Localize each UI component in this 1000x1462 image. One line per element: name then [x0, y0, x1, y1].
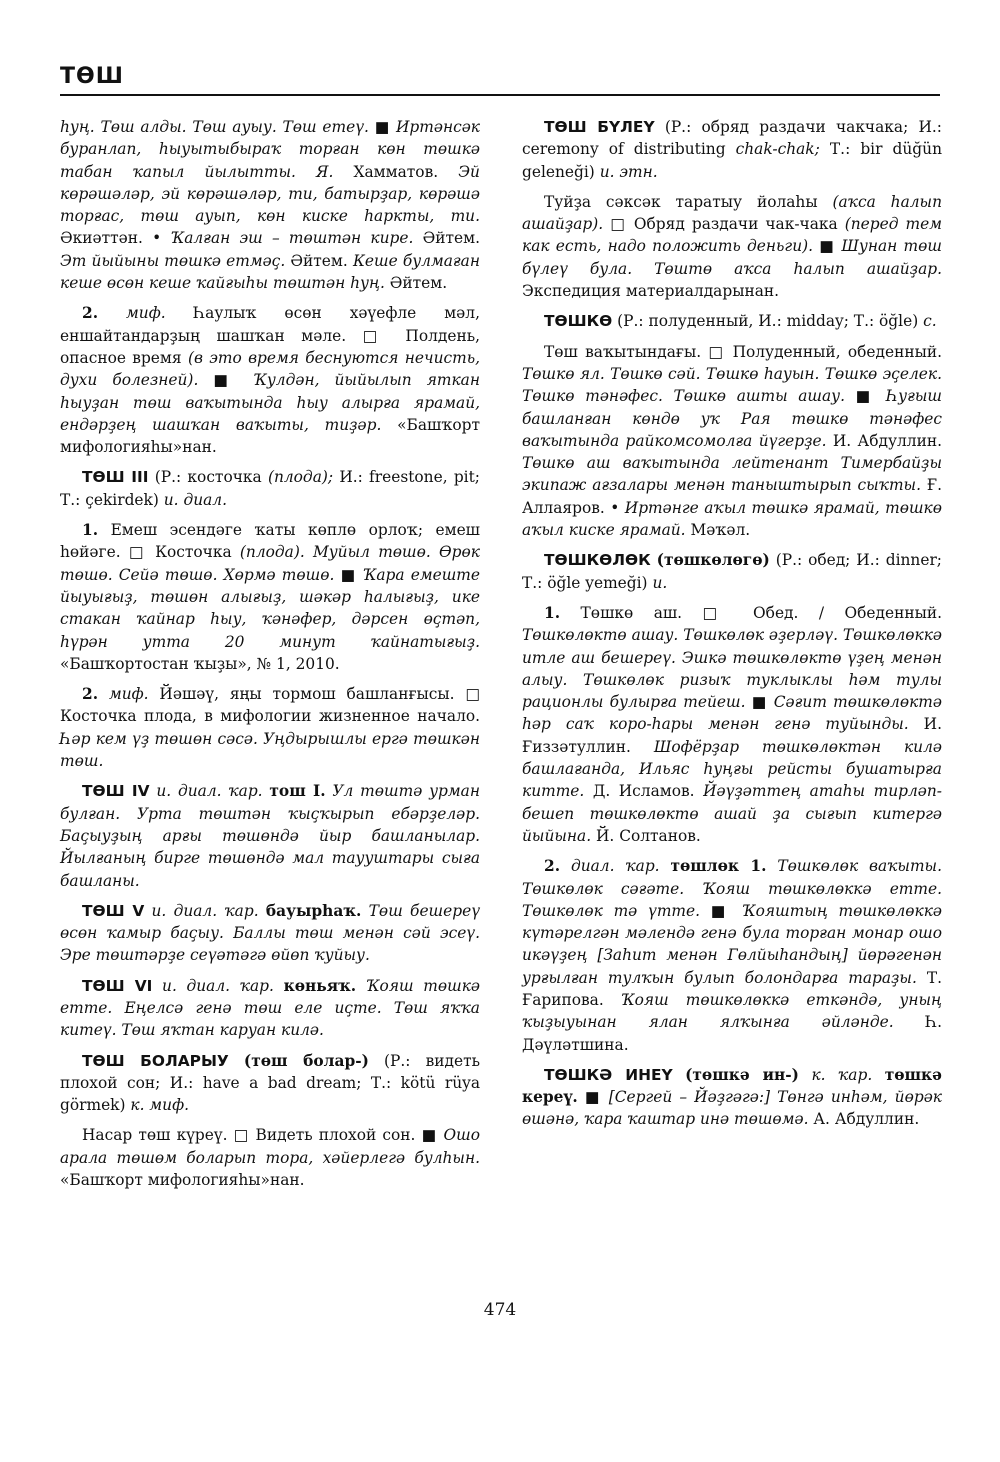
headword: ТӨШ III	[82, 468, 149, 487]
headword: ТӨШ БОЛАРЫУ	[82, 1051, 229, 1070]
running-head: ТӨШ	[60, 64, 124, 89]
headword: ТӨШ БҮЛЕҮ	[544, 118, 655, 136]
entry-toshkolok: ТӨШКӨЛӨК (төшкөлөгө) (Р.: обед; И.: dinner; Т.: öğle yemeği) и.	[522, 551, 942, 592]
right-column	[522, 116, 942, 1139]
headword: ТӨШ IV	[82, 782, 150, 801]
sense-1: 1. Емеш эсендәге ҡаты көплө орлоҡ; емеш һөйәге. □ Косточка (плода). Муйыл төшө. Өрөк төшө. Сейә төшө. Хөрмә төшө. ■ Ҡара емеште йыуығыҙ, төшөн алығыҙ, шәкәр һалығыҙ, ике стакан ҡайнар һыу, ҡәнәфер, дәрсен өҫтәп, һүрән утта 20 минут ҡайнатығыҙ. «Башҡортостан ҡыҙы», № 1, 2010.	[60, 521, 480, 673]
entry-toshka-ineu: ТӨШКӘ ИНЕҮ (төшкә ин-) к. ҡар. төшкә кереү. ■ [Сергей – Йәҙгәгә:] Төнгә инһәм, йөрәк өшәнә, ҡара ҡаштар инә төшөмә. А. Абдуллин.	[522, 1065, 942, 1129]
sense-2: 2. миф. Һаулыҡ өсөн хәүефле мәл, еншайтандарҙың шашҡан мәле. □ Полдень, опасное время (в это время беснуются нечисть, духи болезней). ■ Ҡулдән, йыйылып яткан һыуҙан төш ваҡытында һыу алырға ярамай, ендәрҙең шашҡан ваҡыты, тиҙәр. «Башҡорт мифологияһы»нан.	[60, 304, 480, 457]
entry-continuation: һуң. Төш алды. Төш ауыу. Төш етеү. ■ Иртәнсәк буранлап, һыуытыбыраҡ торған көн төшкә табан ҡапыл йылытты. Я. Хамматов. Эй көрәшәләр, эй көрәшәләр, ти, батырҙар, көрәшә торғас, төш ауып, көн киске һаркты, ти. Әкиәттән. • Ҡалған эш – төштән кире. Әйтем. Эт йыйыны төшкә етмәҫ. Әйтем. Кеше булмаған кеше өсөн кеше ҡайғыһы төштән һуң. Әйтем.	[60, 118, 480, 293]
entry-tosh-iv: ТӨШ IV и. диал. ҡар. тош I. Ул төштә урман булған. Урта төштән ҡыҫҡырып ебәрҙеләр. Баҫыуҙың арғы төшөндә йыр башланылар. Йылғаның бирге төшөндә мал таууштары сыға башланы.	[60, 782, 480, 890]
entry-tosh-vi: ТӨШ VI и. диал. ҡар. көньяҡ. Ҡояш төшкә етте. Еңелсә генә төш еле иҫте. Төш яҡҡа китеү. Төш яҡтан каруан килә.	[60, 976, 480, 1040]
entry-toshko: ТӨШКӨ (Р.: полуденный, И.: midday; Т.: öğle) с.	[544, 312, 937, 331]
entry-tosh-iii: ТӨШ III (Р.: косточка (плода); И.: freestone, pit; Т.: çekirdek) и. диал.	[60, 468, 480, 509]
headword: ТӨШ VI	[82, 976, 153, 995]
entry-definition: Туйҙа сәксәк таратыу йолаһы (аҡса һалып ашайҙар). □ Обряд раздачи чак-чака (перед тем как есть, надо положить деньги). ■ Шунан төш бүлеү була. Төштө аҡса һалып ашайҙар. Экспедиция материалдарынан.	[522, 192, 943, 301]
entry-tosh-v: ТӨШ V и. диал. ҡар. бауырһаҡ. Төш бешереү өсөн ҡамыр баҫыу. Баллы төш менән сәй эсеү. Эре төштәрҙе сеүәтәгә өйөп ҡуйыу.	[60, 901, 480, 965]
entry-definition: Насар төш күреү. □ Видеть плохой сон. ■ Ошо арала төшөм боларып тора, хәйерлегә булһын. «Башҡорт мифологияһы»нан.	[60, 1126, 480, 1190]
entry-tosh-buleu: ТӨШ БҮЛЕҮ (Р.: обряд раздачи чакчака; И.: ceremony of distributing chak-chak; Т.: bir düğün geleneği) и. этн.	[522, 118, 942, 181]
headword: ТӨШ V	[82, 901, 145, 920]
entry-tosh-bolaryu: ТӨШ БОЛАРЫУ (төш болар-) (Р.: видеть плохой сон; И.: have a bad dream; Т.: kötü rüya görmek) к. миф.	[60, 1051, 480, 1115]
page-number: 474	[483, 1300, 517, 1320]
headword: ТӨШКӘ ИНЕҮ	[544, 1065, 673, 1084]
headword: ТӨШКӨЛӨК	[544, 551, 651, 570]
left-column	[60, 116, 480, 1199]
sense-2: 2. диал. ҡар. төшлөк 1. Төшкөлөк ваҡыты. Төшкөлөк сәғәте. Ҡояш төшкөлөккә етте. Төшкөлөк тә үтте. ■ Ҡояштың төшкөлөккә күтәрелгән мәлендә генә була торған монар ошо икәүҙең [Заһит менән Гөлйыһандың] йөрәгенән урғылған тулҡын булып болондарға тараҙы. Т. Ғарипова. Ҡояш төшкөлөккә еткәндә, уның ҡыҙыуынан ялан ялҡынға әйләнде. Һ. Дәүләтшина.	[522, 857, 942, 1054]
sense-1: 1. Төшкө аш. □ Обед. / Обеденный. Төшкөлөктө ашау. Төшкөлөк әҙерләү. Төшкөлөккә итле аш бешереү. Эшкә төшкөлөктө үҙең менән алыу. Төшкөлөк ризыҡ туклыклы һәм тулы рационлы булырға тейеш. ■ Сәғит төшкөлөктә һәр саҡ коро-һары менән генә туйынды. И. Ғиззәтуллин. Шофёрҙар төшкөлөктән килә башлағанда, Ильяс һуңғы рейсты бушатырға китте. Д. Исламов. Йәүҙәттең атаһы тирләп-бешеп төшкөлөктө ашай ҙа сығып китергә йыйына. Й. Солтанов.	[522, 603, 942, 845]
headword: ТӨШКӨ	[544, 312, 613, 331]
sense-2: 2. миф. Йәшәү, яңы тормош башланғысы. □ Косточка плода, в мифологии жизненное начало. Һәр кем үҙ төшөн сәсә. Уңдырышлы ергә төшкән төш.	[60, 685, 480, 771]
header-rule	[60, 94, 940, 96]
entry-definition: Төш ваҡытындағы. □ Полуденный, обеденный. Төшкө ял. Төшкө сәй. Төшкө һауын. Төшкө эҫелек. Төшкө тәнәфес. Төшкө ашты ашау. ■ Һуғыш башланған көндө уҡ Рая төшкө тәнәфес ваҡытында райкомсомолға йүгерҙе. И. Абдуллин. Төшкө аш ваҡытында лейтенант Тимербайҙы экипаж ағзалары менән таныштырып сыҡты. Ғ. Аллаяров. • Иртәнге аҡыл төшкә ярамай, төшкө аҡыл киске ярамай. Мәҡәл.	[522, 342, 942, 540]
